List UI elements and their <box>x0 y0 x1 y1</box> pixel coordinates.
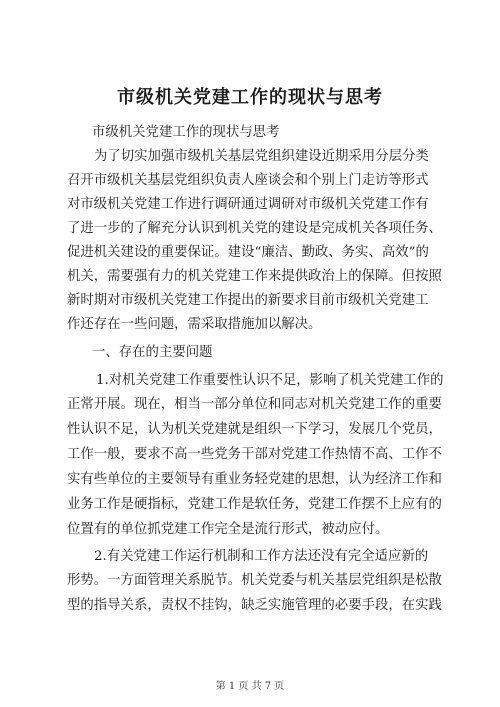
paragraph-line: 新时期对市级机关党建工作提出的新要求目前市级机关党建工 <box>67 293 429 308</box>
paragraph-line: 形势。一方面管理关系脱节。机关党委与机关基层党组织是松散 <box>67 573 442 588</box>
paragraph-line: 正常开展。现在，相当一部分单位和同志对机关党建工作的重要 <box>67 397 442 412</box>
paragraph-line: 2.有关党建工作运行机制和工作方法还没有完全适应新的 <box>94 549 429 564</box>
subtitle-line: 市级机关党建工作的现状与思考 <box>92 125 280 140</box>
paragraph-line: 了进一步的了解充分认识到机关党的建设是完成机关各项任务、 <box>67 221 442 236</box>
document-title: 市级机关党建工作的现状与思考 <box>117 87 383 108</box>
paragraph-line: 性认识不足，认为机关党建就是组织一下学习，发展几个党员， <box>67 422 442 437</box>
paragraph-line: 促进机关建设的重要保证。建设“廉洁、勤政、务实、高效”的 <box>67 245 429 260</box>
paragraph-line: 召开市级机关基层党组织负责人座谈会和个别上门走访等形式 <box>67 173 429 188</box>
paragraph-line: 工作一般，要求不高一些党务干部对党建工作热情不高、工作不 <box>67 447 442 462</box>
paragraph-line: 型的指导关系，责权不挂钩，缺乏实施管理的必要手段，在实践 <box>67 598 442 613</box>
paragraph-line: 实有些单位的主要领导有重业务轻党建的思想，认为经济工作和 <box>67 472 442 487</box>
paragraph-line: 位置有的单位抓党建工作完全是流行形式，被动应付。 <box>67 522 389 537</box>
paragraph-line: 机关，需要强有力的机关党建工作来提供政治上的保障。但按照 <box>67 269 442 284</box>
paragraph-line: 业务工作是硬指标，党建工作是软任务，党建工作摆不上应有的 <box>67 497 442 512</box>
paragraph-line: 为了切实加强市级机关基层党组织建设近期采用分层分类 <box>94 149 429 164</box>
section-heading: 一、存在的主要问题 <box>92 345 213 360</box>
paragraph-line: 作还存在一些问题，需采取措施加以解决。 <box>67 317 322 332</box>
page-footer: 第 1 页 共 7 页 <box>215 681 285 692</box>
paragraph-line: 对市级机关党建工作进行调研通过调研对市级机关党建工作有 <box>67 197 429 212</box>
paragraph-line: 1.对机关党建工作重要性认识不足，影响了机关党建工作的 <box>96 373 444 388</box>
